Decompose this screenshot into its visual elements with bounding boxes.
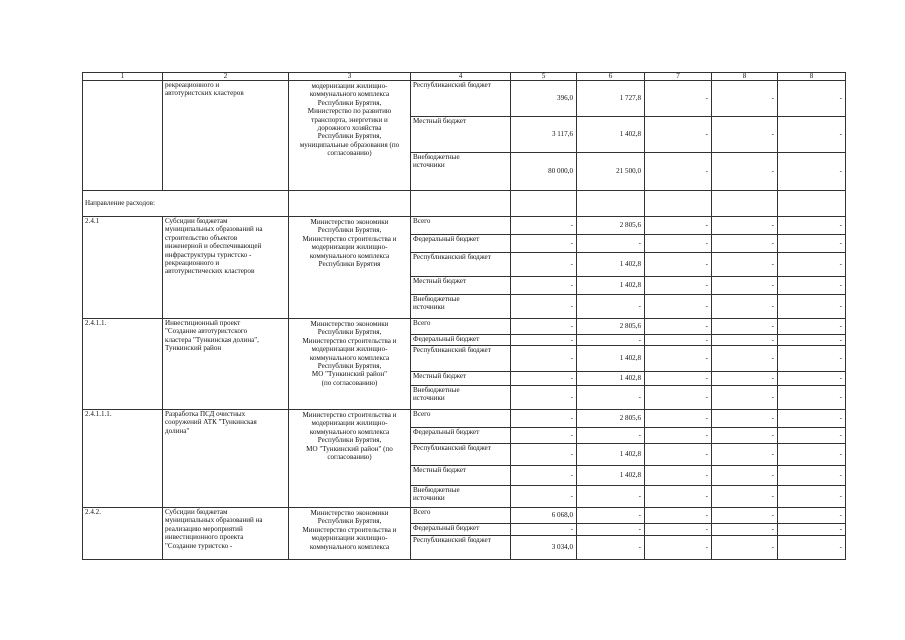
direction-row	[83, 191, 846, 217]
funding-source: Федеральный бюджет	[411, 428, 511, 444]
value-c7: -	[645, 81, 712, 117]
value-c7: -	[645, 319, 712, 335]
value-c7: -	[645, 428, 712, 444]
value-c9: -	[778, 235, 846, 253]
column-header: 5	[511, 73, 577, 81]
value-c7: -	[645, 217, 712, 235]
value-c6: -	[577, 486, 645, 508]
value-c8: -	[712, 81, 778, 117]
value-c5: -	[511, 346, 577, 372]
value-c5: 80 000,0	[511, 153, 577, 191]
value-c8: -	[712, 217, 778, 235]
value-c5: -	[511, 524, 577, 536]
funding-source: Федеральный бюджет	[411, 335, 511, 346]
budget-table-sheet	[82, 72, 846, 560]
value-c9: -	[778, 153, 846, 191]
value-c8: -	[712, 117, 778, 153]
row-code: 2.4.1.1.	[83, 319, 163, 410]
value-c6: 1 402,8	[577, 372, 645, 386]
executor: Министерство строительства и модернизации жилищно- коммунального комплекса Республики Бурятия, МО "Тункинский район" (по согласованию)	[289, 410, 411, 508]
value-c6: 1 402,8	[577, 253, 645, 277]
executor: Министерство экономики Республики Бурятия, Министерство строительства и модернизации жилищно- коммунального комплекса Республики Бурятия	[289, 217, 411, 319]
value-c8: -	[712, 235, 778, 253]
value-c8: -	[712, 153, 778, 191]
value-c8: -	[712, 319, 778, 335]
value-c9: -	[778, 319, 846, 335]
value-c5: -	[511, 253, 577, 277]
value-c8: -	[712, 466, 778, 486]
column-header: 1	[83, 73, 163, 81]
column-header: 7	[645, 73, 712, 81]
value-c7: -	[645, 295, 712, 319]
row-code: 2.4.1	[83, 217, 163, 319]
value-c5: -	[511, 277, 577, 295]
value-c7: -	[645, 346, 712, 372]
column-header: 8	[712, 73, 778, 81]
measure-name: Разработка ПСД очистных сооружений АТК "Тункинская долина"	[163, 410, 289, 508]
value-c9: -	[778, 466, 846, 486]
value-c6: -	[577, 508, 645, 524]
value-c8: -	[712, 386, 778, 410]
value-c7: -	[645, 524, 712, 536]
value-c7: -	[645, 117, 712, 153]
row-code: 2.4.1.1.1.	[83, 410, 163, 508]
empty-cell	[712, 191, 778, 217]
table-row	[83, 319, 846, 335]
funding-source: Республиканский бюджет	[411, 346, 511, 372]
value-c7: -	[645, 410, 712, 428]
column-header: 3	[289, 73, 411, 81]
value-c9: -	[778, 217, 846, 235]
value-c5: -	[511, 235, 577, 253]
value-c6: -	[577, 235, 645, 253]
column-header: 6	[577, 73, 645, 81]
funding-source: Всего	[411, 508, 511, 524]
value-c7: -	[645, 372, 712, 386]
executor: Министерство экономики Республики Бурятия, Министерство строительства и модернизации жилищно- коммунального комплекса	[289, 508, 411, 560]
funding-source: Местный бюджет	[411, 277, 511, 295]
value-c8: -	[712, 295, 778, 319]
value-c7: -	[645, 444, 712, 466]
value-c5: -	[511, 444, 577, 466]
value-c6: -	[577, 428, 645, 444]
funding-source: Всего	[411, 217, 511, 235]
empty-cell	[577, 191, 645, 217]
value-c5: -	[511, 372, 577, 386]
funding-source: Внебюджетные источники	[411, 295, 511, 319]
value-c9: -	[778, 277, 846, 295]
funding-source: Внебюджетные источники	[411, 386, 511, 410]
value-c6: 2 805,6	[577, 410, 645, 428]
value-c5: 6 068,0	[511, 508, 577, 524]
value-c5: -	[511, 217, 577, 235]
value-c6: 1 402,8	[577, 117, 645, 153]
value-c7: -	[645, 386, 712, 410]
value-c8: -	[712, 444, 778, 466]
value-c9: -	[778, 346, 846, 372]
value-c6: -	[577, 386, 645, 410]
value-c8: -	[712, 536, 778, 560]
value-c7: -	[645, 277, 712, 295]
value-c6: -	[577, 536, 645, 560]
empty-cell	[289, 191, 411, 217]
value-c6: 2 805,6	[577, 217, 645, 235]
empty-cell	[511, 191, 577, 217]
value-c5: -	[511, 486, 577, 508]
value-c5: -	[511, 428, 577, 444]
funding-source: Местный бюджет	[411, 466, 511, 486]
row-code	[83, 81, 163, 191]
value-c8: -	[712, 346, 778, 372]
value-c8: -	[712, 410, 778, 428]
value-c9: -	[778, 536, 846, 560]
value-c8: -	[712, 486, 778, 508]
funding-source: Федеральный бюджет	[411, 235, 511, 253]
value-c9: -	[778, 444, 846, 466]
value-c9: -	[778, 253, 846, 277]
value-c6: -	[577, 335, 645, 346]
value-c8: -	[712, 524, 778, 536]
value-c8: -	[712, 508, 778, 524]
value-c7: -	[645, 253, 712, 277]
value-c9: -	[778, 386, 846, 410]
value-c7: -	[645, 153, 712, 191]
empty-cell	[778, 191, 846, 217]
value-c8: -	[712, 372, 778, 386]
measure-name: Субсидии бюджетам муниципальных образований на строительство объектов инженерной и обеспечивающей инфраструктуры туристско - рекреационного и автотуристических кластеров	[163, 217, 289, 319]
funding-source: Всего	[411, 319, 511, 335]
executor: Министерство экономики Республики Бурятия, Министерство строительства и модернизации жилищно- коммунального комплекса Республики Бурятия, МО "Тункинский район" (по согласованию)	[289, 319, 411, 410]
value-c9: -	[778, 524, 846, 536]
budget-table	[82, 72, 846, 560]
value-c5: -	[511, 295, 577, 319]
value-c6: 1 402,8	[577, 346, 645, 372]
value-c6: 1 727,8	[577, 81, 645, 117]
value-c9: -	[778, 117, 846, 153]
funding-source: Республиканский бюджет	[411, 536, 511, 560]
value-c5: 3 117,6	[511, 117, 577, 153]
value-c8: -	[712, 277, 778, 295]
value-c6: 1 402,8	[577, 466, 645, 486]
value-c5: -	[511, 319, 577, 335]
funding-source: Республиканский бюджет	[411, 81, 511, 117]
measure-name: Инвестиционный проект "Создание автотуристского кластера "Тункинская долина", Тункинский район	[163, 319, 289, 410]
table-row	[83, 81, 846, 117]
column-header: 2	[163, 73, 289, 81]
value-c6: 2 805,6	[577, 319, 645, 335]
funding-source: Внебюджетные источники	[411, 486, 511, 508]
funding-source: Республиканский бюджет	[411, 253, 511, 277]
value-c5: -	[511, 466, 577, 486]
value-c9: -	[778, 81, 846, 117]
value-c7: -	[645, 335, 712, 346]
value-c7: -	[645, 486, 712, 508]
funding-source: Внебюджетные источники	[411, 153, 511, 191]
value-c9: -	[778, 428, 846, 444]
empty-cell	[411, 191, 511, 217]
value-c9: -	[778, 335, 846, 346]
table-row	[83, 217, 846, 235]
funding-source: Всего	[411, 410, 511, 428]
value-c5: -	[511, 386, 577, 410]
column-header: 8	[778, 73, 846, 81]
row-code: 2.4.2.	[83, 508, 163, 560]
value-c9: -	[778, 410, 846, 428]
value-c5: 396,0	[511, 81, 577, 117]
value-c6: 1 402,8	[577, 277, 645, 295]
value-c9: -	[778, 372, 846, 386]
funding-source: Местный бюджет	[411, 117, 511, 153]
value-c7: -	[645, 536, 712, 560]
value-c9: -	[778, 508, 846, 524]
header-row	[83, 73, 846, 81]
value-c6: -	[577, 295, 645, 319]
value-c7: -	[645, 466, 712, 486]
funding-source: Местный бюджет	[411, 372, 511, 386]
value-c8: -	[712, 428, 778, 444]
value-c8: -	[712, 335, 778, 346]
value-c5: -	[511, 335, 577, 346]
direction-label: Направление расходов:	[83, 191, 289, 217]
value-c9: -	[778, 295, 846, 319]
value-c9: -	[778, 486, 846, 508]
executor: модернизации жилищно- коммунального комплекса Республики Бурятия, Министерство по развитию транспорта, энергетики и дорожного хозяйства Республики Бурятия, муниципальные образования (по согласованию)	[289, 81, 411, 191]
table-row	[83, 508, 846, 524]
value-c6: 1 402,8	[577, 444, 645, 466]
measure-name: рекреационного и автотуристских кластеров	[163, 81, 289, 191]
funding-source: Республиканский бюджет	[411, 444, 511, 466]
value-c8: -	[712, 253, 778, 277]
empty-cell	[645, 191, 712, 217]
column-header: 4	[411, 73, 511, 81]
value-c5: 3 034,0	[511, 536, 577, 560]
value-c6: -	[577, 524, 645, 536]
value-c6: 21 500,0	[577, 153, 645, 191]
measure-name: Субсидии бюджетам муниципальных образований на реализацию мероприятий инвестиционного проекта "Создание туристско -	[163, 508, 289, 560]
table-row	[83, 410, 846, 428]
funding-source: Федеральный бюджет	[411, 524, 511, 536]
value-c7: -	[645, 235, 712, 253]
value-c7: -	[645, 508, 712, 524]
value-c5: -	[511, 410, 577, 428]
